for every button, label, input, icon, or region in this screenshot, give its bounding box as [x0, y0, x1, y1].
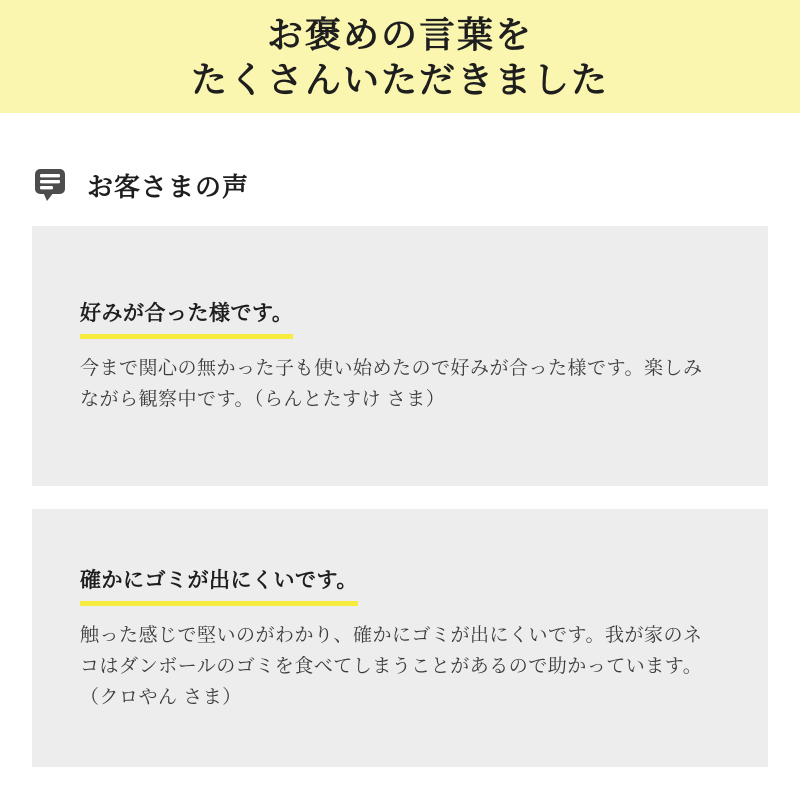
section-title: お客さまの声 [87, 172, 250, 202]
banner-title-line2: たくさんいただきました [190, 58, 609, 100]
testimonial-card [32, 509, 768, 767]
testimonial-title: 好みが合った様です。 [80, 297, 293, 339]
testimonial-title: 確かにゴミが出にくいです。 [80, 564, 358, 606]
testimonial-card [32, 226, 768, 486]
testimonial-body: 触った感じで堅いのがわかり、確かにゴミが出にくいです。我が家のネコはダンボールのゴミを食べてしまうことがあるので助かっています。（クロやん さま） [80, 624, 703, 708]
section-header [35, 167, 768, 204]
testimonial-body: 今まで関心の無かった子も使い始めたので好みが合った様です。楽しみながら観察中です。（らんとたすけ さま） [80, 358, 703, 410]
banner-title-line1: お褒めの言葉を [266, 13, 533, 55]
speech-bubble-icon [35, 169, 65, 202]
praise-banner [0, 0, 800, 113]
